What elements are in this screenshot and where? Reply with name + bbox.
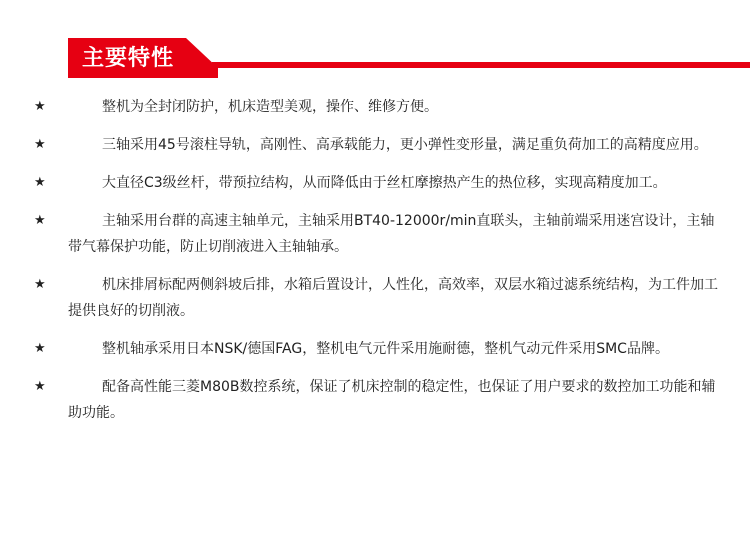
header-divider-line: [212, 62, 750, 68]
feature-text: 机床排屑标配两侧斜坡后排，水箱后置设计，人性化，高效率，双层水箱过滤系统结构，为工件加工提供良好的切削液。: [68, 277, 718, 319]
feature-item: [34, 336, 718, 362]
feature-text: 配备高性能三菱M80B数控系统，保证了机床控制的稳定性，也保证了用户要求的数控加工功能和辅助功能。: [68, 379, 716, 421]
feature-text: 整机轴承采用日本NSK/德国FAG，整机电气元件采用施耐德，整机气动元件采用SMC品牌。: [102, 341, 669, 357]
star-icon: ★: [34, 99, 46, 114]
star-icon: ★: [34, 379, 46, 394]
star-icon: ★: [34, 137, 46, 152]
feature-item: [34, 374, 718, 426]
feature-item: [34, 170, 718, 196]
section-header: [0, 0, 750, 90]
feature-list: [34, 94, 718, 438]
feature-item: [34, 272, 718, 324]
star-icon: ★: [34, 341, 46, 356]
feature-text: 三轴采用45号滚柱导轨，高刚性、高承载能力，更小弹性变形量，满足重负荷加工的高精度应用。: [102, 137, 708, 153]
feature-text: 整机为全封闭防护，机床造型美观，操作、维修方便。: [102, 99, 438, 115]
feature-item: [34, 94, 718, 120]
star-icon: ★: [34, 277, 46, 292]
star-icon: ★: [34, 175, 46, 190]
feature-text: 大直径C3级丝杆，带预拉结构，从而降低由于丝杠摩擦热产生的热位移，实现高精度加工。: [102, 175, 667, 191]
feature-text: 主轴采用台群的高速主轴单元，主轴采用BT40-12000r/min直联头，主轴前端采用迷宫设计，主轴带气幕保护功能，防止切削液进入主轴轴承。: [68, 213, 715, 255]
section-title: 主要特性: [82, 46, 175, 71]
feature-item: [34, 132, 718, 158]
star-icon: ★: [34, 213, 46, 228]
feature-item: [34, 208, 718, 260]
